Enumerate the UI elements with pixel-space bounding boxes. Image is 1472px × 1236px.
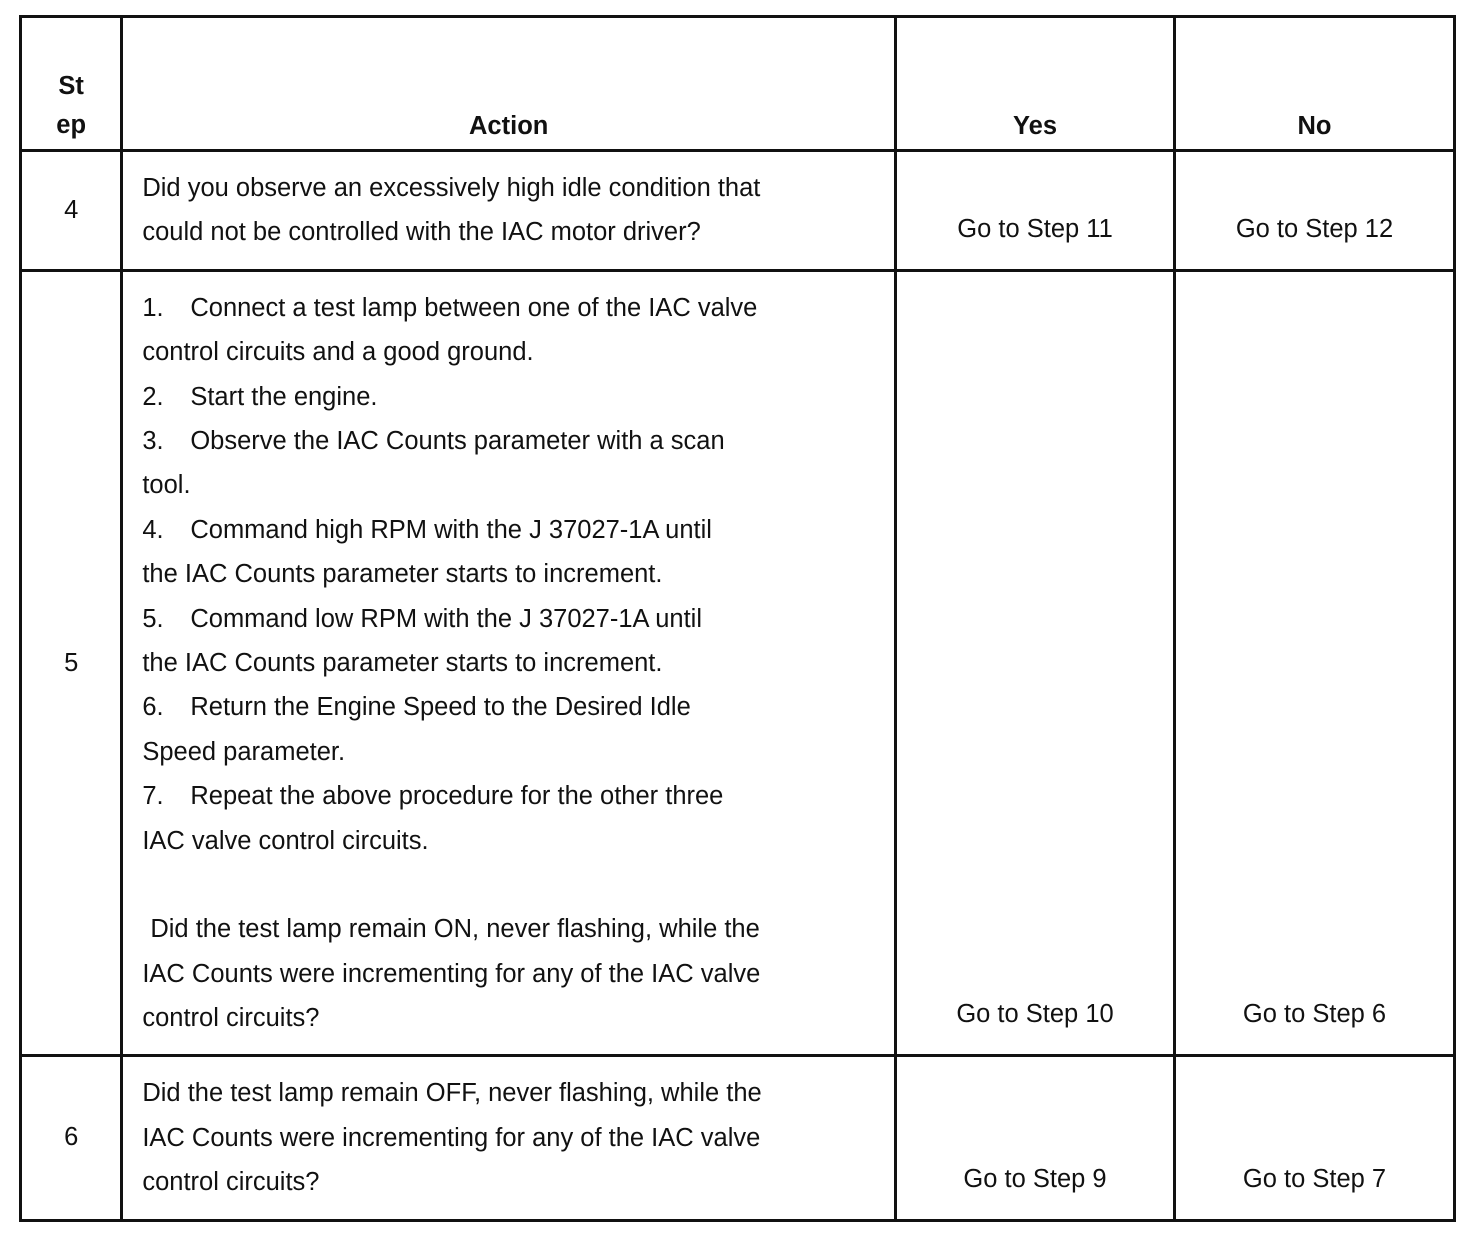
action-cell [122, 270, 896, 1056]
procedure-step [142, 597, 884, 641]
step-number: 5 [21, 270, 122, 1056]
action-cell [122, 151, 896, 271]
question-line: control circuits? [142, 1003, 320, 1032]
procedure-step [142, 286, 884, 330]
procedure-step-text: Observe the IAC Counts parameter with a scan [190, 427, 725, 456]
procedure-step-text: Command high RPM with the J 37027-1A until [190, 515, 712, 544]
procedure-step-number: 1. [142, 293, 164, 322]
procedure-step-continuation: IAC valve control circuits. [142, 826, 429, 855]
question-line: could not be controlled with the IAC motor driver? [142, 218, 701, 247]
step-number: 6 [21, 1056, 122, 1220]
no-cell: Go to Step 6 [1175, 270, 1455, 1056]
procedure-step-number: 4. [142, 515, 164, 544]
procedure-step-continuation: the IAC Counts parameter starts to increment. [142, 560, 663, 589]
header-step [21, 17, 122, 151]
question-line: Did the test lamp remain ON, never flashing, while the [150, 915, 760, 944]
procedure-step [142, 508, 884, 552]
procedure-step-text: Return the Engine Speed to the Desired Idle [190, 693, 691, 722]
procedure-step-continuation: Speed parameter. [142, 737, 346, 766]
table-row-step-6 [21, 1056, 1455, 1220]
procedure-step [142, 375, 884, 419]
question-line: Did you observe an excessively high idle condition that [142, 174, 761, 202]
procedure-step [142, 419, 884, 463]
header-no: No [1175, 17, 1455, 151]
question-line: IAC Counts were incrementing for any of the IAC valve [142, 959, 761, 988]
blank-line [142, 863, 884, 907]
yes-cell: Go to Step 11 [896, 151, 1175, 271]
no-cell: Go to Step 12 [1175, 151, 1455, 271]
question-line: IAC Counts were incrementing for any of the IAC valve [142, 1123, 761, 1152]
procedure-step-number: 6. [142, 693, 164, 722]
table-header-row [21, 17, 1455, 151]
yes-cell: Go to Step 9 [896, 1056, 1175, 1220]
question-line: Did the test lamp remain OFF, never flashing, while the [142, 1079, 762, 1108]
procedure-step-text: Command low RPM with the J 37027-1A until [190, 604, 702, 633]
diagnostic-table [19, 15, 1456, 1222]
question-line: control circuits? [142, 1168, 320, 1197]
action-cell [122, 1056, 896, 1220]
header-action: Action [122, 17, 896, 151]
procedure-step-number: 3. [142, 427, 164, 456]
table-row-step-5 [21, 270, 1455, 1056]
header-step-line-1: St [58, 72, 84, 100]
step-number: 4 [21, 151, 122, 271]
procedure-step [142, 685, 884, 729]
procedure-step-continuation: tool. [142, 471, 191, 500]
no-cell: Go to Step 7 [1175, 1056, 1455, 1220]
table-row-step-4 [21, 151, 1455, 271]
procedure-step-text: Start the engine. [190, 382, 378, 411]
procedure-step-text: Repeat the above procedure for the other three [190, 782, 724, 811]
procedure-step-continuation: control circuits and a good ground. [142, 338, 534, 367]
yes-cell: Go to Step 10 [896, 270, 1175, 1056]
header-step-line-2: ep [56, 111, 87, 139]
procedure-step-number: 2. [142, 382, 164, 411]
procedure-step-number: 5. [142, 604, 164, 633]
procedure-step-number: 7. [142, 782, 164, 811]
procedure-step-continuation: the IAC Counts parameter starts to increment. [142, 649, 663, 678]
procedure-step [142, 774, 884, 818]
header-yes: Yes [896, 17, 1175, 151]
procedure-step-text: Connect a test lamp between one of the IAC valve [190, 293, 758, 322]
